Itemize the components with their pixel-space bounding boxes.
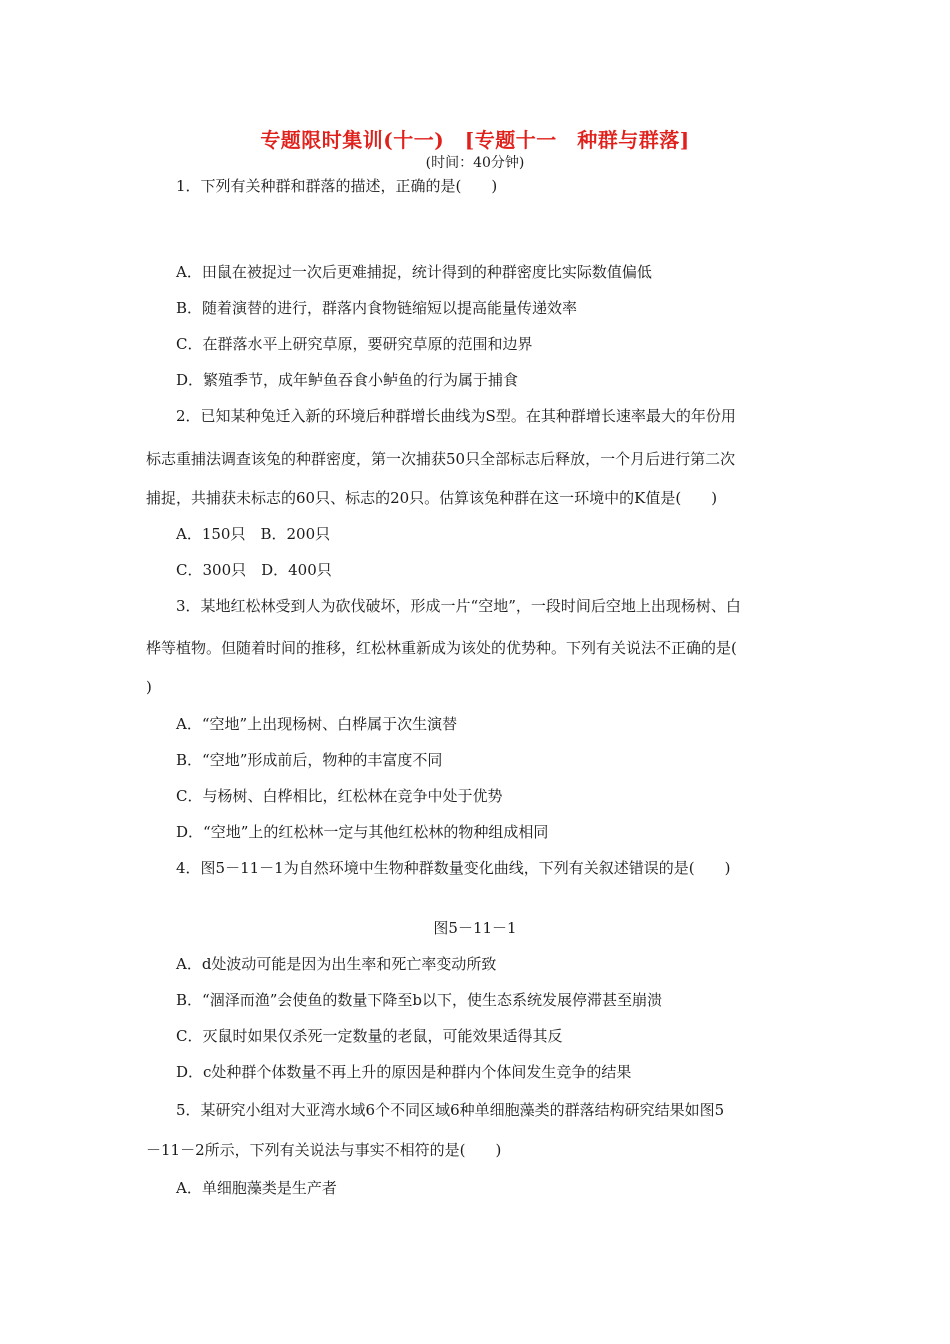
question-4-option-c: C．灭鼠时如果仅杀死一定数量的老鼠，可能效果适得其反 <box>176 1027 563 1045</box>
figure-caption-5-11-1: 图5－11－1 <box>433 919 517 937</box>
time-note: (时间：40分钟) <box>425 155 525 171</box>
page-title: 专题限时集训(十一) [专题十一 种群与群落] <box>260 128 690 152</box>
question-5-option-a: A．单细胞藻类是生产者 <box>176 1179 337 1197</box>
question-2-stem-line-3: 捕捉，共捕获未标志的60只、标志的20只。估算该兔种群在这一环境中的K值是( ) <box>146 489 718 507</box>
question-2-options-cd: C．300只 D．400只 <box>176 561 332 579</box>
question-2-stem-line-2: 标志重捕法调查该兔的种群密度，第一次捕获50只全部标志后释放，一个月后进行第二次 <box>146 450 736 468</box>
question-3-stem-line-3: ) <box>146 678 152 696</box>
question-1-option-c: C．在群落水平上研究草原，要研究草原的范围和边界 <box>176 335 533 353</box>
question-3-stem-line-1: 3．某地红松林受到人为砍伐破坏，形成一片“空地”，一段时间后空地上出现杨树、白 <box>176 597 741 615</box>
question-3-option-a: A．“空地”上出现杨树、白桦属于次生演替 <box>176 715 458 733</box>
question-3-option-d: D．“空地”上的红松林一定与其他红松林的物种组成相同 <box>176 823 549 841</box>
question-4-option-a: A．d处波动可能是因为出生率和死亡率变动所致 <box>176 955 497 973</box>
question-2-stem-line-1: 2．已知某种兔迁入新的环境后种群增长曲线为S型。在其种群增长速率最大的年份用 <box>176 407 736 425</box>
question-3-option-b: B．“空地”形成前后，物种的丰富度不同 <box>176 751 443 769</box>
question-3-stem-line-2: 桦等植物。但随着时间的推移，红松林重新成为该处的优势种。下列有关说法不正确的是( <box>146 639 737 657</box>
question-5-stem-line-2: －11－2所示，下列有关说法与事实不相符的是( ) <box>146 1141 502 1159</box>
question-3-option-c: C．与杨树、白桦相比，红松林在竞争中处于优势 <box>176 787 503 805</box>
question-4-option-b: B．“涸泽而渔”会使鱼的数量下降至b以下，使生态系统发展停滞甚至崩溃 <box>176 991 662 1009</box>
question-1-option-d: D．繁殖季节，成年鲈鱼吞食小鲈鱼的行为属于捕食 <box>176 371 519 389</box>
question-1-stem: 1．下列有关种群和群落的描述，正确的是( ) <box>176 177 498 195</box>
question-5-stem-line-1: 5．某研究小组对大亚湾水域6个不同区域6种单细胞藻类的群落结构研究结果如图5 <box>176 1101 725 1119</box>
question-4-stem: 4．图5－11－1为自然环境中生物种群数量变化曲线，下列有关叙述错误的是( ) <box>176 859 731 877</box>
question-4-option-d: D．c处种群个体数量不再上升的原因是种群内个体间发生竞争的结果 <box>176 1063 632 1081</box>
question-2-options-ab: A．150只 B．200只 <box>176 525 331 543</box>
question-1-option-a: A．田鼠在被捉过一次后更难捕捉，统计得到的种群密度比实际数值偏低 <box>176 263 652 281</box>
question-1-option-b: B．随着演替的进行，群落内食物链缩短以提高能量传递效率 <box>176 299 578 317</box>
